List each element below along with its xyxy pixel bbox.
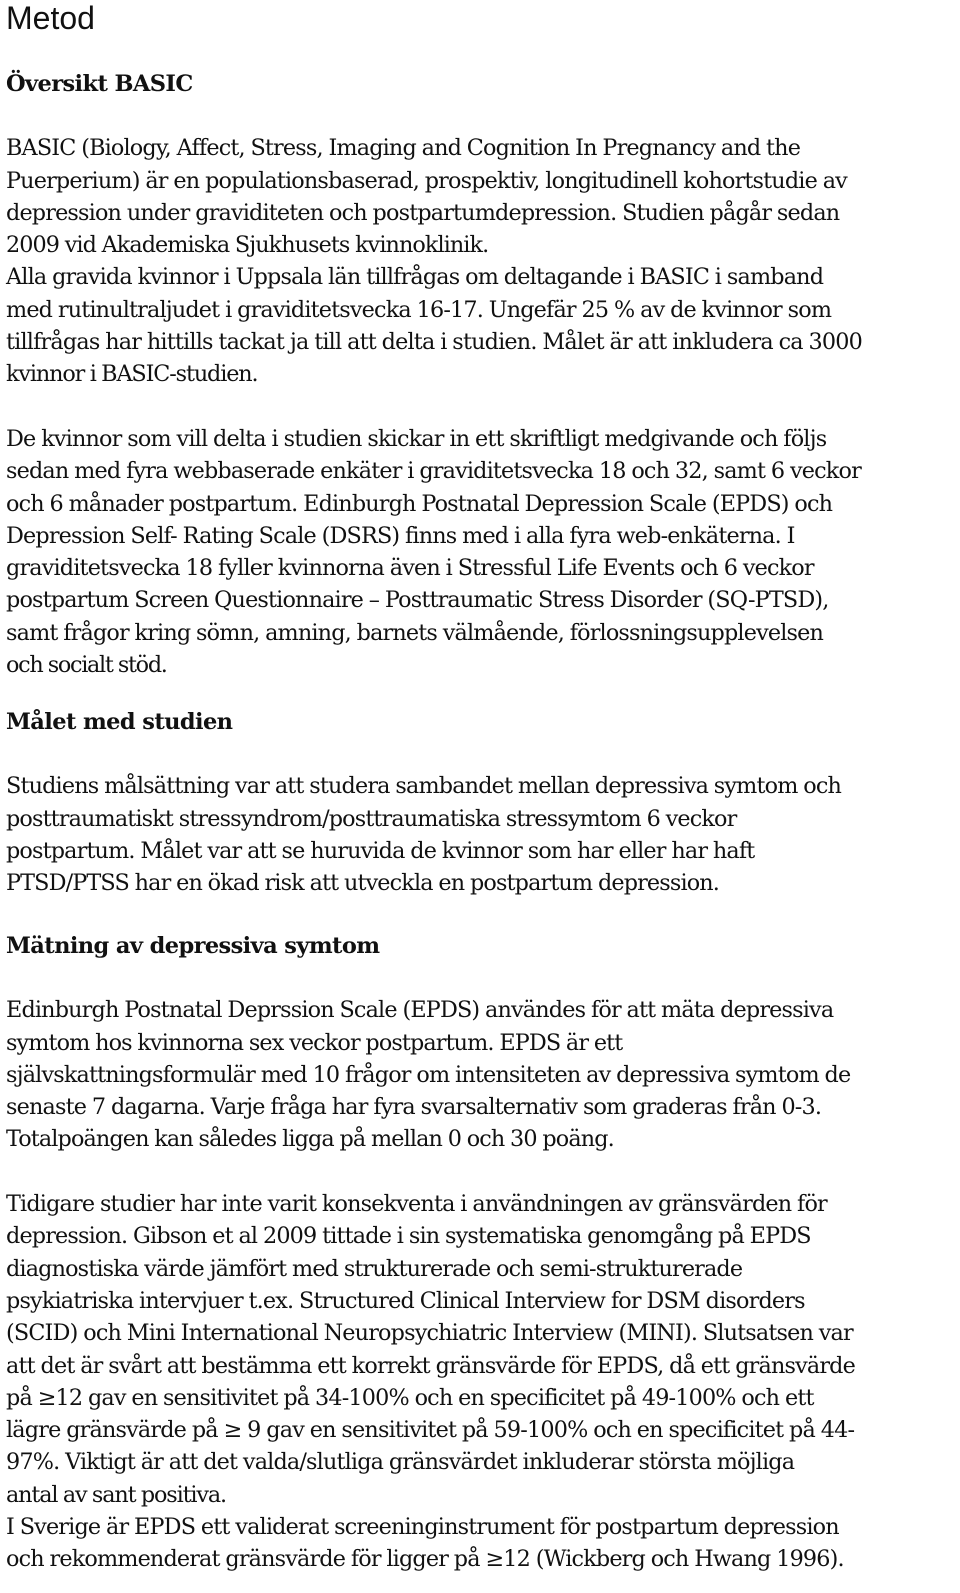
text-line: samt frågor kring sömn, amning, barnets välmående, förlossningsupplevelsen: [6, 619, 823, 646]
text-line: och socialt stöd.: [6, 652, 167, 679]
text-line: PTSD/PTSS har en ökad risk att utveckla en postpartum depression.: [6, 870, 720, 897]
page-title: Metod: [6, 0, 95, 36]
paragraph-gap: [6, 100, 956, 132]
text-line: lägre gränsvärde på ≥ 9 gav en sensitivitet på 59-100% och en specificitet på 44-: [6, 1417, 855, 1444]
text-line: depression under graviditeten och postpartumdepression. Studien pågår sedan: [6, 199, 840, 226]
text-line: tillfrågas har hittills tackat ja till att delta i studien. Målet är att inkludera ca 3000: [6, 329, 863, 356]
text-line: De kvinnor som vill delta i studien skickar in ett skriftligt medgivande och följs: [6, 425, 827, 452]
text-line: Puerperium) är en populationsbaserad, prospektiv, longitudinell kohortstudie av: [6, 167, 847, 194]
paragraph: [6, 994, 956, 1155]
paragraph: [6, 132, 956, 390]
text-line: Tidigare studier har inte varit konsekventa i användningen av gränsvärden för: [6, 1191, 827, 1218]
section-0: [6, 68, 956, 681]
document-page: [6, 0, 956, 1573]
text-line: Alla gravida kvinnor i Uppsala län tillfrågas om deltagande i BASIC i samband: [6, 264, 824, 291]
text-line: graviditetsvecka 18 fyller kvinnorna även i Stressful Life Events och 6 veckor: [6, 555, 814, 582]
text-line: och 6 månader postpartum. Edinburgh Postnatal Depression Scale (EPDS) och: [6, 490, 833, 517]
text-line: 97%. Viktigt är att det valda/slutliga gränsvärdet inkluderar största möjliga: [6, 1449, 795, 1476]
text-line: självskattningsformulär med 10 frågor om intensiteten av depressiva symtom de: [6, 1061, 851, 1088]
paragraph: [6, 1511, 956, 1576]
text-line: och rekommenderat gränsvärde för ligger på ≥12 (Wickberg och Hwang 1996).: [6, 1546, 844, 1573]
paragraph-gap: [6, 962, 956, 994]
text-line: Studiens målsättning var att studera sambandet mellan depressiva symtom och: [6, 773, 842, 800]
section-1: [6, 706, 956, 899]
text-line: på ≥12 gav en sensitivitet på 34-100% och en specificitet på 49-100% och ett: [6, 1384, 814, 1411]
text-line: BASIC (Biology, Affect, Stress, Imaging and Cognition In Pregnancy and the: [6, 135, 801, 162]
text-line: senaste 7 dagarna. Varje fråga har fyra svarsalternativ som graderas från 0-3.: [6, 1094, 822, 1121]
text-line: kvinnor i BASIC-studien.: [6, 361, 258, 388]
paragraph: [6, 770, 956, 899]
text-line: antal av sant positiva.: [6, 1481, 226, 1508]
text-line: depression. Gibson et al 2009 tittade i sin systematiska genomgång på EPDS: [6, 1223, 811, 1250]
paragraph-gap: [6, 738, 956, 770]
text-line: (SCID) och Mini International Neuropsychiatric Interview (MINI). Slutsatsen var: [6, 1320, 853, 1347]
text-line: posttraumatiskt stressyndrom/posttraumatiska stressymtom 6 veckor: [6, 805, 737, 832]
text-line: postpartum. Målet var att se huruvida de kvinnor som har eller har haft: [6, 837, 755, 864]
text-line: Totalpoängen kan således ligga på mellan 0 och 30 poäng.: [6, 1126, 614, 1153]
text-line: psykiatriska intervjuer t.ex. Structured Clinical Interview for DSM disorders: [6, 1287, 805, 1314]
section-heading: Målet med studien: [6, 709, 233, 735]
text-line: Edinburgh Postnatal Deprssion Scale (EPDS) användes för att mäta depressiva: [6, 997, 834, 1024]
section-heading: Mätning av depressiva symtom: [6, 933, 380, 959]
paragraph: [6, 423, 956, 681]
text-line: att det är svårt att bestämma ett korrekt gränsvärde för EPDS, då ett gränsvärde: [6, 1352, 855, 1379]
text-line: symtom hos kvinnorna sex veckor postpartum. EPDS är ett: [6, 1029, 623, 1056]
paragraph-gap: [6, 391, 956, 423]
section-heading: Översikt BASIC: [6, 71, 193, 97]
text-line: Depression Self- Rating Scale (DSRS) finns med i alla fyra web-enkäterna. I: [6, 522, 795, 549]
text-line: med rutinultraljudet i graviditetsvecka 16-17. Ungefär 25 % av de kvinnor som: [6, 296, 832, 323]
text-line: sedan med fyra webbaserade enkäter i graviditetsvecka 18 och 32, samt 6 veckor: [6, 458, 861, 485]
text-line: 2009 vid Akademiska Sjukhusets kvinnoklinik.: [6, 232, 489, 259]
section-2: [6, 930, 956, 1576]
text-line: I Sverige är EPDS ett validerat screeninginstrument för postpartum depression: [6, 1514, 839, 1541]
text-line: postpartum Screen Questionnaire – Posttraumatic Stress Disorder (SQ-PTSD),: [6, 587, 829, 614]
paragraph: [6, 1188, 956, 1511]
text-line: diagnostiska värde jämfört med strukturerade och semi-strukturerade: [6, 1255, 743, 1282]
paragraph-gap: [6, 1156, 956, 1188]
